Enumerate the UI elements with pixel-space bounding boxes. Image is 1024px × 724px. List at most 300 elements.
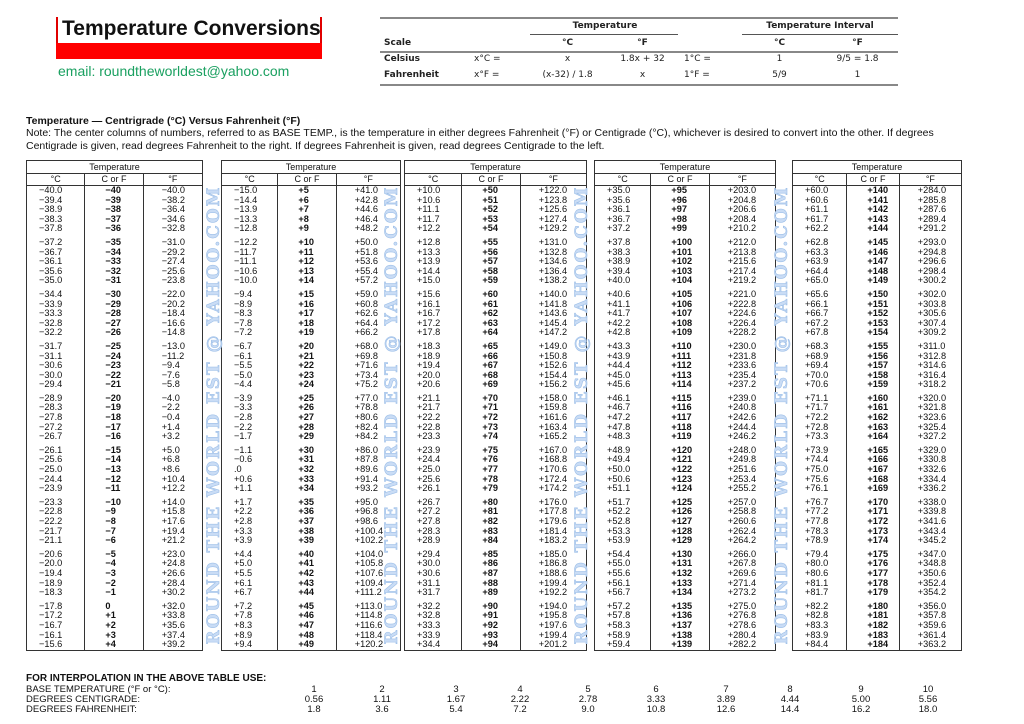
- table-cell: +39: [298, 535, 314, 546]
- table-cell: −2.8: [234, 412, 253, 423]
- table-cell: +298.4: [917, 265, 947, 276]
- table-cell: +8.9: [234, 629, 253, 640]
- table-cell: +242.6: [727, 412, 757, 423]
- table-cell: +50: [482, 185, 498, 195]
- table-cell: +246.2: [727, 431, 757, 442]
- table-cell: +47: [298, 619, 314, 630]
- table-cell: +177: [867, 567, 889, 578]
- table-cell: +129: [671, 535, 693, 546]
- table-cell: +119: [671, 431, 692, 442]
- table-cell: +118: [671, 421, 692, 432]
- table-cell: +77.0: [354, 392, 378, 403]
- table-cell: +3.9: [234, 535, 253, 546]
- table-cell: +42.8: [354, 194, 378, 205]
- table-cell: +327.2: [917, 431, 947, 442]
- table-cell: +136.4: [538, 265, 568, 276]
- table-cell: +37: [298, 516, 314, 526]
- table-cell: +19.4: [417, 360, 441, 371]
- table-cell: −10.0: [234, 275, 258, 286]
- table-cell: +129.2: [538, 223, 568, 234]
- table-cell: +323.6: [917, 412, 947, 423]
- scale-column-header: Scale: [384, 37, 412, 48]
- table-cell: +266.0: [727, 548, 757, 559]
- table-cell: −2: [105, 577, 116, 588]
- table-cell: −33.3: [39, 308, 63, 319]
- table-cell: +62.8: [805, 236, 829, 247]
- table-cell: +152.6: [538, 360, 568, 371]
- table-cell: −37.8: [39, 223, 63, 234]
- table-cell: +336.2: [917, 483, 947, 494]
- table-cell: +5: [298, 185, 309, 195]
- table-cell: +213.8: [727, 246, 757, 257]
- table-cell: +43: [298, 577, 314, 588]
- table-cell: +35: [298, 496, 314, 507]
- table-cell: +64.4: [805, 265, 829, 276]
- interpolation-value: 7: [723, 684, 729, 695]
- fahrenheit-column: [710, 174, 775, 650]
- table-cell: +40.6: [607, 288, 631, 299]
- table-cell: +294.8: [917, 246, 947, 257]
- table-cell: −33.9: [39, 298, 63, 309]
- table-cell: −8.3: [234, 308, 253, 319]
- scale-row-fahrenheit: [380, 67, 898, 83]
- table-cell: −11.2: [161, 350, 185, 361]
- table-cell: +60: [482, 288, 498, 299]
- column-header: °C: [27, 174, 84, 186]
- table-cell: +133: [671, 577, 693, 588]
- column-header: C or F: [462, 174, 519, 186]
- table-cell: −4.4: [234, 379, 253, 390]
- interpolation-value: 2.22: [510, 694, 530, 705]
- table-cell: +154: [867, 327, 889, 338]
- table-cell: +69: [482, 379, 498, 390]
- table-cell: −29.4: [39, 379, 63, 390]
- table-cell: +126: [671, 506, 693, 517]
- table-cell: +91: [482, 610, 498, 621]
- table-cell: −27.4: [161, 256, 185, 267]
- fahrenheit-column: [900, 174, 961, 650]
- table-cell: +69.8: [354, 350, 378, 361]
- column-header: °C: [405, 174, 461, 186]
- table-cell: +226.4: [727, 317, 757, 328]
- interpolation-value: 7.2: [513, 704, 527, 715]
- block-title: Temperature: [222, 161, 400, 174]
- table-cell: +278.6: [727, 619, 757, 630]
- title-red-bar: [56, 43, 322, 59]
- conversion-block: [404, 160, 587, 651]
- table-cell: +199.4: [538, 577, 568, 588]
- table-cell: +60.8: [354, 298, 378, 309]
- table-cell: +71.6: [354, 360, 378, 371]
- table-cell: +17.6: [161, 516, 185, 526]
- celsius-column: [595, 174, 651, 650]
- table-cell: +87.8: [354, 454, 378, 465]
- table-cell: +81.1: [805, 577, 829, 588]
- table-cell: +330.8: [917, 454, 947, 465]
- table-cell: +29.4: [417, 548, 441, 559]
- table-cell: +210.2: [727, 223, 757, 234]
- table-cell: +104: [671, 275, 693, 286]
- column-header: °F: [710, 174, 775, 186]
- table-cell: +177.8: [538, 506, 568, 517]
- scale-formula-table: [380, 17, 898, 83]
- block-title: Temperature: [793, 161, 961, 174]
- column-header: °F: [337, 174, 400, 186]
- table-cell: +87: [482, 567, 498, 578]
- table-cell: +93.2: [354, 483, 378, 494]
- page-title: Temperature Conversions: [62, 17, 321, 40]
- table-cell: +170: [867, 496, 889, 507]
- table-cell: +7.8: [234, 610, 253, 621]
- table-cell: +320.0: [917, 392, 947, 403]
- table-cell: +53.9: [607, 535, 631, 546]
- table-cell: +38: [298, 525, 314, 536]
- column-header: °F: [900, 174, 961, 186]
- table-cell: +136: [671, 610, 693, 621]
- table-cell: +168: [867, 473, 889, 484]
- table-cell: +12: [298, 256, 314, 267]
- table-cell: −15.6: [39, 639, 63, 650]
- interpolation-value: 14.4: [780, 704, 800, 715]
- table-cell: +33.9: [417, 629, 441, 640]
- table-cell: +122.0: [538, 185, 568, 195]
- table-cell: +58.9: [607, 629, 631, 640]
- column-header: °F: [521, 174, 586, 186]
- table-cell: +46.1: [607, 392, 631, 403]
- table-cell: +249.8: [727, 454, 757, 465]
- table-cell: +167.0: [538, 444, 568, 455]
- table-cell: −21: [105, 379, 121, 390]
- table-cell: −0.4: [161, 412, 180, 423]
- table-cell: −9.4: [234, 288, 253, 299]
- table-cell: +27.8: [417, 516, 441, 526]
- base-temp-column: [85, 174, 143, 650]
- table-cell: +132: [671, 567, 693, 578]
- watermark-text: ROUND THE WORLD EST @ YAHOO.COM: [382, 185, 402, 644]
- table-cell: +130: [671, 548, 693, 559]
- table-cell: +244.4: [727, 421, 757, 432]
- table-cell: +72.8: [805, 421, 829, 432]
- table-cell: +83.3: [805, 619, 829, 630]
- table-cell: +166: [867, 454, 889, 465]
- table-cell: +154.4: [538, 369, 568, 380]
- table-cell: +44.6: [354, 204, 378, 215]
- table-cell: +64: [482, 327, 498, 338]
- table-cell: −23.3: [39, 496, 63, 507]
- table-cell: +15: [298, 288, 314, 299]
- table-cell: +68.9: [805, 350, 829, 361]
- interpolation-value: 3.6: [375, 704, 389, 715]
- table-cell: +140: [867, 185, 889, 195]
- table-cell: −5.0: [234, 369, 253, 380]
- table-cell: +41.7: [607, 308, 631, 319]
- table-cell: +71.1: [805, 392, 829, 403]
- table-cell: −23.9: [39, 483, 63, 494]
- table-cell: +282.2: [727, 639, 757, 650]
- table-cell: +138: [671, 629, 693, 640]
- table-cell: +159: [867, 379, 889, 390]
- base-temp-column: [278, 174, 336, 650]
- interpolation-value: 16.2: [851, 704, 871, 715]
- table-cell: +71: [482, 402, 498, 413]
- table-cell: +271.4: [727, 577, 757, 588]
- table-cell: +348.8: [917, 558, 947, 569]
- table-cell: +55.4: [354, 265, 378, 276]
- table-cell: +158: [867, 369, 889, 380]
- table-cell: +57.2: [607, 600, 631, 611]
- table-cell: +88: [482, 577, 498, 588]
- table-cell: +222.8: [727, 298, 757, 309]
- table-cell: +221.0: [727, 288, 757, 299]
- table-cell: +21.1: [417, 392, 441, 403]
- table-cell: +75.0: [805, 464, 829, 475]
- watermark-text: ROUND THE WORLD EST @ YAHOO.COM: [204, 185, 224, 644]
- table-cell: +155: [867, 340, 889, 351]
- table-cell: +159.8: [538, 402, 568, 413]
- table-cell: +31.7: [417, 587, 441, 598]
- table-cell: +260.6: [727, 516, 757, 526]
- table-cell: +17.2: [417, 317, 441, 328]
- table-cell: −36.7: [39, 246, 63, 257]
- table-cell: −37: [105, 213, 121, 224]
- table-cell: +107: [671, 308, 693, 319]
- table-cell: +55: [482, 236, 498, 247]
- table-cell: −18.4: [161, 308, 185, 319]
- table-cell: +49: [298, 639, 314, 650]
- table-cell: +303.8: [917, 298, 947, 309]
- table-cell: −30: [105, 288, 121, 299]
- table-cell: +145: [867, 236, 889, 247]
- table-cell: +273.2: [727, 587, 757, 598]
- table-cell: +339.8: [917, 506, 947, 517]
- base-temp-column: [651, 174, 709, 650]
- interval-c: 5/9: [772, 70, 787, 80]
- table-cell: +82.2: [805, 600, 829, 611]
- table-cell: +83.9: [805, 629, 829, 640]
- table-cell: +172: [867, 516, 889, 526]
- table-cell: +82: [482, 516, 498, 526]
- table-cell: +50.0: [607, 464, 631, 475]
- table-cell: +18.3: [417, 340, 441, 351]
- table-cell: +65.6: [805, 288, 829, 299]
- table-cell: +6.7: [234, 587, 253, 598]
- table-cell: +109: [671, 327, 693, 338]
- table-cell: −12.2: [234, 236, 258, 247]
- table-cell: −16.6: [161, 317, 185, 328]
- table-cell: −7.2: [234, 327, 253, 338]
- table-cell: +55.0: [607, 558, 631, 569]
- table-cell: +7.2: [234, 600, 253, 611]
- watermark: [203, 162, 225, 667]
- table-cell: +240.8: [727, 402, 757, 413]
- table-cell: +49.4: [607, 454, 631, 465]
- table-cell: +1: [105, 610, 116, 621]
- table-cell: +147: [867, 256, 889, 267]
- table-cell: +293.0: [917, 236, 947, 247]
- table-cell: +16.7: [417, 308, 441, 319]
- table-cell: +316.4: [917, 369, 947, 380]
- table-cell: +258.8: [727, 506, 757, 517]
- table-cell: −16: [105, 431, 121, 442]
- table-cell: +90: [482, 600, 498, 611]
- table-cell: +164: [867, 431, 889, 442]
- table-cell: +131.0: [538, 236, 568, 247]
- table-cell: −5.5: [234, 360, 253, 371]
- table-cell: +125.6: [538, 204, 568, 215]
- table-cell: −7.8: [234, 317, 253, 328]
- scale-name: Celsius: [384, 54, 420, 64]
- table-cell: +96.8: [354, 506, 378, 517]
- table-cell: +182: [867, 619, 889, 630]
- table-cell: +74.4: [805, 454, 829, 465]
- table-cell: +10.0: [417, 185, 441, 195]
- table-cell: +185.0: [538, 548, 568, 559]
- table-cell: +63.3: [805, 246, 829, 257]
- table-cell: +11.7: [417, 213, 440, 224]
- table-cell: .0: [234, 464, 242, 475]
- table-cell: +14.4: [417, 265, 441, 276]
- table-cell: +62.2: [805, 223, 829, 234]
- table-cell: +37.4: [161, 629, 185, 640]
- table-cell: +22.8: [417, 421, 441, 432]
- table-cell: −32.2: [39, 327, 63, 338]
- block-title: Temperature: [27, 161, 202, 174]
- table-cell: +212.0: [727, 236, 757, 247]
- table-cell: +8.6: [161, 464, 180, 475]
- table-cell: +46.7: [607, 402, 631, 413]
- table-cell: +30.6: [417, 567, 441, 578]
- interpolation-value: 2: [379, 684, 385, 695]
- table-cell: +95.0: [354, 496, 378, 507]
- interval-group-header: Temperature Interval: [766, 20, 874, 31]
- table-cell: +22: [298, 360, 314, 371]
- table-cell: +341.6: [917, 516, 947, 526]
- table-cell: +71.7: [805, 402, 829, 413]
- table-cell: +140.0: [538, 288, 568, 299]
- table-cell: +134.6: [538, 256, 568, 267]
- table-cell: +78.9: [805, 535, 829, 546]
- table-cell: −22.8: [39, 506, 63, 517]
- table-cell: −27: [105, 317, 121, 328]
- table-cell: +73: [482, 421, 498, 432]
- table-cell: +42: [298, 567, 314, 578]
- table-cell: +66: [482, 350, 498, 361]
- table-cell: +291.2: [917, 223, 947, 234]
- table-cell: +14.0: [161, 496, 185, 507]
- table-cell: −9.4: [161, 360, 180, 371]
- table-cell: −10.6: [234, 265, 258, 276]
- table-cell: +170.6: [538, 464, 568, 475]
- table-cell: +75.6: [805, 473, 829, 484]
- table-cell: +66.1: [805, 298, 829, 309]
- table-cell: +67.8: [805, 327, 829, 338]
- table-cell: +65.0: [805, 275, 829, 286]
- table-cell: −13.0: [161, 340, 185, 351]
- table-cell: +103: [671, 265, 693, 276]
- table-cell: +36: [298, 506, 314, 517]
- table-cell: +47.8: [607, 421, 631, 432]
- table-cell: +184: [867, 639, 889, 650]
- table-cell: +181: [867, 610, 889, 621]
- table-cell: +79.4: [805, 548, 829, 559]
- table-cell: +62.6: [354, 308, 378, 319]
- interpolation-label: BASE TEMPERATURE (°F or °C):: [26, 684, 171, 695]
- table-cell: −38: [105, 204, 121, 215]
- table-cell: +38.3: [607, 246, 631, 257]
- table-cell: +24.4: [417, 454, 441, 465]
- interpolation-value: 4.44: [780, 694, 800, 705]
- table-cell: +85: [482, 548, 498, 559]
- table-cell: +318.2: [917, 379, 947, 390]
- table-cell: +192.2: [538, 587, 568, 598]
- interpolation-title: FOR INTERPOLATION IN THE ABOVE TABLE USE:: [26, 673, 267, 684]
- table-cell: +51.7: [607, 496, 631, 507]
- table-cell: +33: [298, 473, 314, 484]
- table-cell: +162: [867, 412, 889, 423]
- table-cell: −23.8: [161, 275, 185, 286]
- watermark-text: ROUND THE WORLD EST @ YAHOO.COM: [572, 185, 592, 644]
- table-cell: +46: [298, 610, 314, 621]
- table-cell: +56.1: [607, 577, 631, 588]
- table-cell: −4: [105, 558, 116, 569]
- table-cell: +233.6: [727, 360, 757, 371]
- contact-email: email: roundtheworldest@yahoo.com: [58, 63, 290, 79]
- table-cell: +84.4: [805, 639, 829, 650]
- table-cell: +296.6: [917, 256, 947, 267]
- table-cell: +178: [867, 577, 889, 588]
- table-cell: +347.0: [917, 548, 947, 559]
- table-cell: −25: [105, 340, 121, 351]
- table-cell: +345.2: [917, 535, 947, 546]
- section-note: Note: The center columns of numbers, referred to as BASE TEMP., is the temperature in either degrees Fahrenheit (°F) or Centigrade (°C), whichever is desired to convert into the other. If degrees Centigrade is given, read degrees Fahrenheit to the right. If degrees Fahrenheit is given, read degrees Centigrade to the left.: [26, 127, 934, 152]
- table-cell: +32.0: [161, 600, 185, 611]
- table-cell: +248.0: [727, 444, 757, 455]
- table-cell: +76.1: [805, 483, 829, 494]
- table-cell: +160: [867, 392, 889, 403]
- table-cell: +361.4: [917, 629, 947, 640]
- scale-variable: x°F =: [474, 70, 500, 80]
- table-cell: +203.0: [727, 185, 757, 195]
- table-cell: −17.2: [39, 610, 63, 621]
- table-cell: +204.8: [727, 194, 757, 205]
- table-cell: +58.3: [607, 619, 631, 630]
- column-header: °C: [595, 174, 650, 186]
- table-cell: +275.0: [727, 600, 757, 611]
- table-cell: +8: [298, 213, 309, 224]
- table-cell: +51: [482, 194, 498, 205]
- interpolation-value: 5: [585, 684, 591, 695]
- table-cell: +92: [482, 619, 498, 630]
- table-cell: +116.6: [354, 619, 383, 630]
- table-cell: +332.6: [917, 464, 947, 475]
- table-cell: +13.3: [417, 246, 441, 257]
- table-cell: +149: [867, 275, 889, 286]
- table-cell: −29: [105, 298, 121, 309]
- column-header: C or F: [85, 174, 142, 186]
- table-cell: +150.8: [538, 350, 568, 361]
- table-cell: +156: [867, 350, 889, 361]
- scale-table-bottom-rule: [380, 84, 898, 86]
- table-cell: +59: [482, 275, 498, 286]
- table-cell: +20.6: [417, 379, 441, 390]
- table-cell: +32.2: [417, 600, 441, 611]
- table-cell: −6.7: [234, 340, 253, 351]
- table-cell: +67.2: [805, 317, 829, 328]
- unit-interval: 1°F =: [684, 70, 710, 80]
- table-cell: +165: [867, 444, 889, 455]
- table-cell: +70: [482, 392, 498, 403]
- table-cell: +161: [867, 402, 889, 413]
